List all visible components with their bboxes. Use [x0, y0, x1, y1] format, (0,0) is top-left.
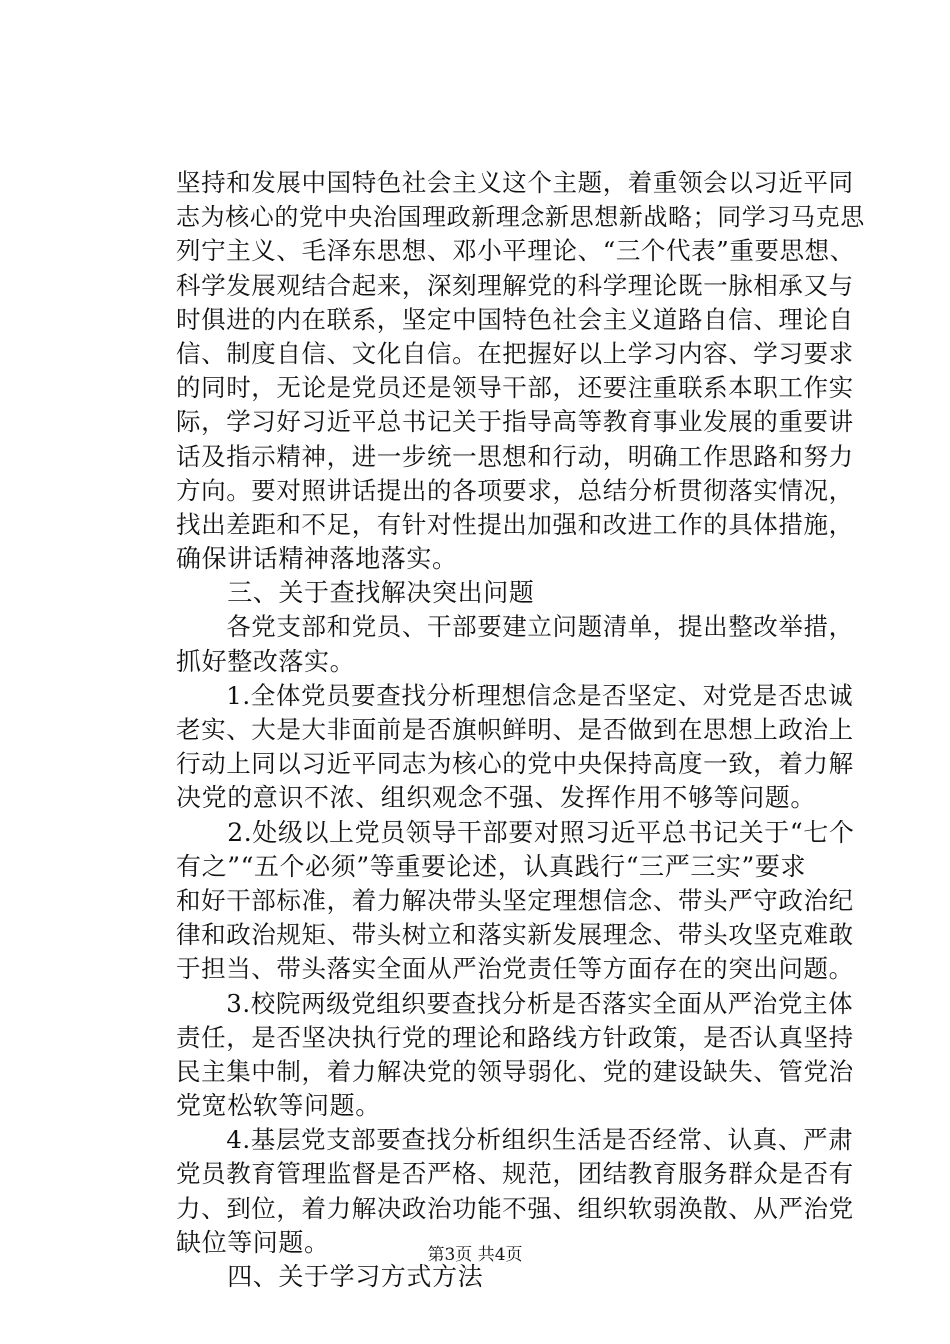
text-line: 际，学习好习近平总书记关于指导高等教育事业发展的重要讲: [176, 407, 854, 437]
text-line: 缺位等问题。: [176, 1227, 330, 1257]
text-line: 坚持和发展中国特色社会主义这个主题，着重领会以习近平同: [176, 168, 854, 197]
text-line: 力、到位，着力解决政治功能不强、组织软弱涣散、从严治党: [176, 1193, 854, 1223]
section-heading: 三、关于查找解决突出问题: [176, 578, 535, 608]
text-line: 信、制度自信、文化自信。在把握好以上学习内容、学习要求: [176, 338, 854, 368]
list-item-line: 4.基层党支部要查找分析组织生活是否经常、认真、严肃: [176, 1125, 854, 1155]
text-line: 老实、大是大非面前是否旗帜鲜明、是否做到在思想上政治上: [176, 715, 854, 744]
text-line: 于担当、带头落实全面从严治党责任等方面存在的突出问题。: [176, 954, 854, 984]
text-line: 确保讲话精神落地落实。: [176, 544, 458, 574]
text-line: 科学发展观结合起来，深刻理解党的科学理论既一脉相承又与: [176, 270, 854, 300]
text-line: 党宽松软等问题。: [176, 1091, 381, 1121]
text-line: 列宁主义、毛泽东思想、邓小平理论、“三个代表”重要思想、: [176, 236, 855, 266]
list-item-line: 1.全体党员要查找分析理想信念是否坚定、对党是否忠诚: [176, 680, 854, 710]
text-line: 时俱进的内在联系，坚定中国特色社会主义道路自信、理论自: [176, 304, 854, 334]
text-line: 民主集中制，着力解决党的领导弱化、党的建设缺失、管党治: [176, 1056, 854, 1086]
text-line: 找出差距和不足，有针对性提出加强和改进工作的具体措施，: [176, 509, 854, 539]
document-body: [176, 166, 865, 1294]
text-line: 志为核心的党中央治国理政新理念新思想新战略；同学习马克思: [176, 203, 865, 232]
text-line: 律和政治规矩、带头树立和落实新发展理念、带头攻坚克难敢: [176, 920, 854, 950]
page-footer: [0, 1243, 950, 1267]
text-line: 党员教育管理监督是否严格、规范，团结教育服务群众是否有: [176, 1159, 854, 1189]
list-item-line: 2.处级以上党员领导干部要对照习近平总书记关于“七个: [176, 817, 855, 847]
text-line: 各党支部和党员、干部要建立问题清单，提出整改举措，: [176, 612, 854, 642]
text-line: 决党的意识不浓、组织观念不强、发挥作用不够等问题。: [176, 783, 817, 813]
text-line: 和好干部标准，着力解决带头坚定理想信念、带头严守政治纪: [176, 885, 854, 915]
section-heading: 四、关于学习方式方法: [176, 1262, 484, 1291]
list-item-line: 3.校院两级党组织要查找分析是否落实全面从严治党主体: [176, 988, 854, 1018]
text-line: 的同时，无论是党员还是领导干部，还要注重联系本职工作实: [176, 373, 854, 403]
page-number: 第3页 共4页: [427, 1245, 523, 1265]
text-line: 行动上同以习近平同志为核心的党中央保持高度一致，着力解: [176, 749, 854, 779]
text-line: 有之”“五个必须”等重要论述，认真践行“三严三实”要求: [176, 851, 807, 881]
text-line: 方向。要对照讲话提出的各项要求，总结分析贯彻落实情况，: [176, 475, 854, 505]
text-line: 责任，是否坚决执行党的理论和路线方针政策，是否认真坚持: [176, 1022, 854, 1052]
text-line: 话及指示精神，进一步统一思想和行动，明确工作思路和努力: [176, 441, 854, 471]
text-line: 抓好整改落实。: [176, 646, 356, 676]
